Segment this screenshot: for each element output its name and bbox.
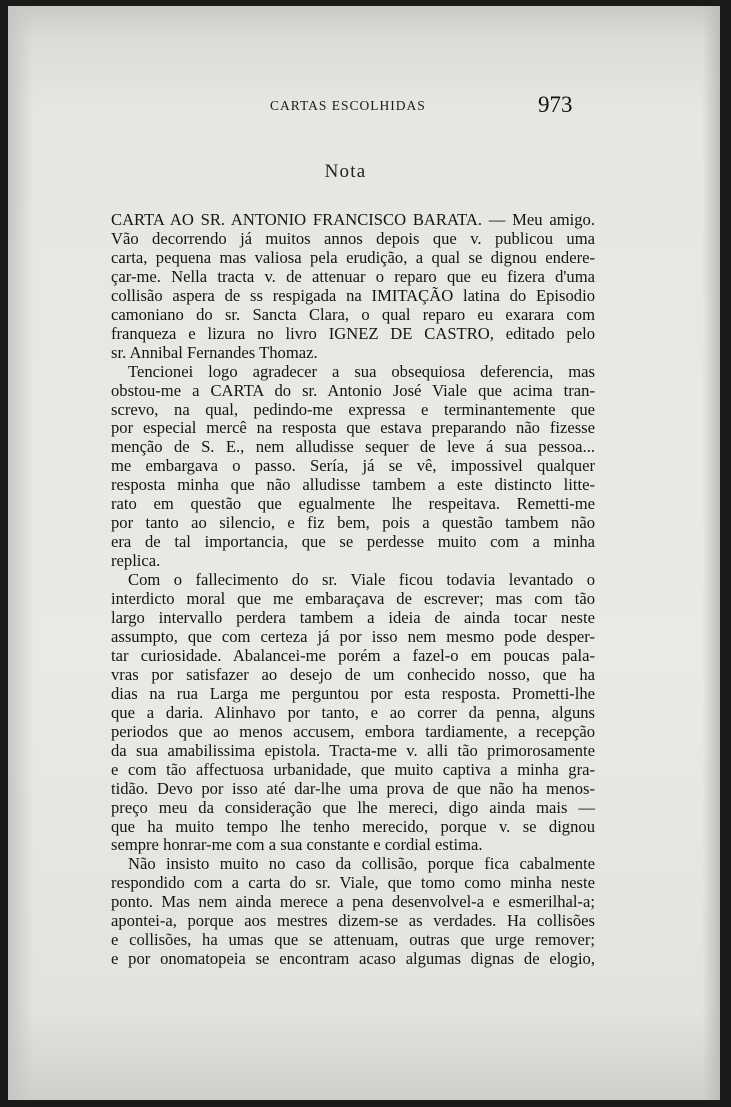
text-line: sempre honrar-me com a sua constante e cordial estima. xyxy=(111,835,483,855)
page-number: 973 xyxy=(538,92,573,117)
text-line: apontei-a, porque aos mestres dizem-se as verdades. Ha collisões xyxy=(111,911,595,931)
text-line: menção de S. E., nem alludisse sequer de leve á sua pessoa... xyxy=(111,437,595,457)
text-line: preço meu da consideração que lhe mereci, digo ainda mais — xyxy=(111,797,595,817)
text-line: Tencionei logo agradecer a sua obsequiosa deferencia, mas xyxy=(128,361,595,381)
text-line: sr. Annibal Fernandes Thomaz. xyxy=(111,342,318,362)
text-line: da sua amabilissima epistola. Tracta-me v. alli tão primorosamente xyxy=(111,740,595,760)
text-line: interdicto moral que me embaraçava de escrever; mas com tão xyxy=(111,589,595,609)
text-line: largo intervallo perdera tambem a ideia de ainda tocar neste xyxy=(111,608,595,628)
text-line: assumpto, que com certeza já por isso nem mesmo pode desper- xyxy=(111,626,595,646)
text-line: dias na rua Larga me perguntou por esta resposta. Prometti-lhe xyxy=(111,683,595,703)
text-line: obstou-me a CARTA do sr. Antonio José Viale que acima tran- xyxy=(111,380,595,400)
text-line: CARTA AO SR. ANTONIO FRANCISCO BARATA. — Meu amigo. xyxy=(111,210,595,229)
text-line: screvo, na qual, pedindo-me expressa e terminantemente que xyxy=(111,399,595,419)
text-line: ponto. Mas nem ainda merece a pena desenvolvel-a e esmerilhal-a; xyxy=(111,892,595,912)
text-line: collisão aspera de ss respigada na IMITAÇÃO latina do Episodio xyxy=(111,285,595,305)
text-line: Vão decorrendo já muitos annos depois que v. publicou uma xyxy=(111,228,595,248)
text-line: periodos que ao menos accusem, embora tardiamente, a recepção xyxy=(111,721,595,741)
running-head: CARTAS ESCOLHIDAS xyxy=(270,98,426,113)
text-line: carta, pequena mas valiosa pela erudição, a qual se dignou endere- xyxy=(111,247,595,267)
text-line: camoniano do sr. Sancta Clara, o qual reparo eu exarara com xyxy=(111,304,595,324)
text-line: çar-me. Nella tracta v. de attenuar o reparo que eu fizera d'uma xyxy=(111,266,595,286)
text-line: tar curiosidade. Abalancei-me porém a fazel-o em poucas pala- xyxy=(111,645,595,665)
book-page xyxy=(8,6,720,1100)
text-line: e por onomatopeia se encontram acaso algumas dignas de elogio, xyxy=(111,949,595,969)
text-line: e com tão affectuosa urbanidade, que muito captiva a minha gra- xyxy=(111,759,595,779)
text-line: rato em questão que egualmente lhe respeitava. Remetti-me xyxy=(111,494,595,514)
text-line: que ha muito tempo lhe tenho merecido, porque v. se dignou xyxy=(111,816,595,836)
text-line: replica. xyxy=(111,551,161,571)
text-line: me embargava o passo. Sería, já se vê, impossivel qualquer xyxy=(111,456,595,476)
text-line: Não insisto muito no caso da collisão, porque fica cabalmente xyxy=(128,854,595,874)
body-text xyxy=(111,211,595,969)
text-line: por tanto ao silencio, e fiz bem, pois a questão tambem não xyxy=(111,513,595,533)
text-line: resposta minha que não alludisse tambem a este distincto litte- xyxy=(111,475,595,495)
text-line: e collisões, ha umas que se attenuam, outras que urge remover; xyxy=(111,930,595,950)
section-title: Nota xyxy=(324,161,367,182)
text-line: tidão. Devo por isso até dar-lhe uma prova de que não ha menos- xyxy=(111,778,595,798)
text-line: franqueza e lizura no livro IGNEZ DE CASTRO, editado pelo xyxy=(111,323,595,343)
text-line: que a daria. Alinhavo por tanto, e ao correr da penna, alguns xyxy=(111,702,595,722)
text-line: por especial mercê na resposta que estava preparando não fizesse xyxy=(111,418,595,438)
text-line: respondido com a carta do sr. Viale, que tomo como minha neste xyxy=(111,873,595,893)
text-line: era de tal importancia, que se perdesse muito com a minha xyxy=(111,532,595,552)
text-line: Com o fallecimento do sr. Viale ficou todavia levantado o xyxy=(128,570,595,590)
text-line: vras por satisfazer ao desejo de um conhecido nosso, que ha xyxy=(111,664,595,684)
